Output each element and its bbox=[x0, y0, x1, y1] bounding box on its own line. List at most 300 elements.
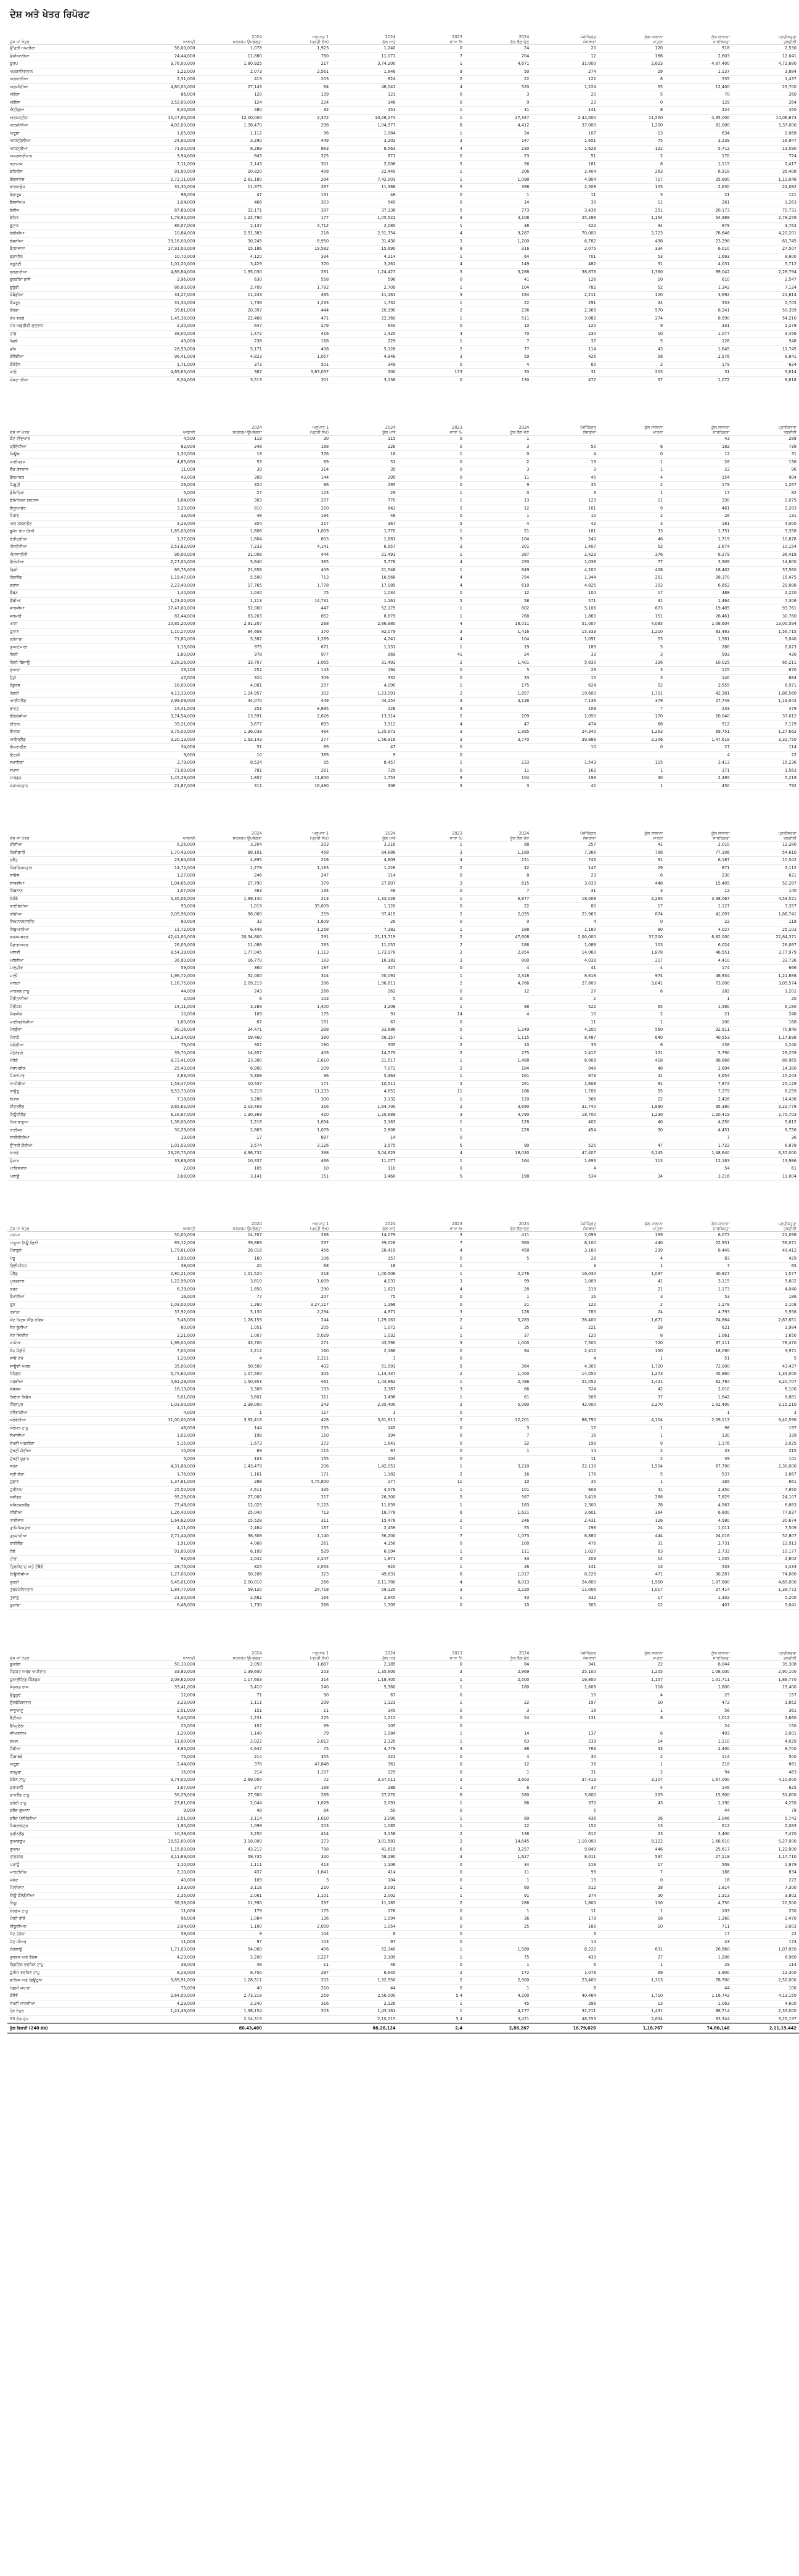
table-cell: 43,700 bbox=[197, 1340, 264, 1348]
table-cell: 1,736 bbox=[197, 299, 264, 307]
table-cell: 612 bbox=[531, 1830, 598, 1838]
table-cell: 2,51,754 bbox=[331, 230, 398, 238]
table-cell: 12 bbox=[465, 1761, 531, 1769]
table-cell: 1,263 bbox=[599, 729, 665, 737]
table-row bbox=[7, 353, 799, 361]
table-cell: 0 bbox=[398, 1134, 465, 1142]
table-cell: 2,90,100 bbox=[732, 1669, 799, 1677]
table-cell: 41 bbox=[465, 276, 531, 284]
table-cell: 4,068 bbox=[197, 1540, 264, 1548]
table-cell: 251 bbox=[197, 705, 264, 713]
table-cell: 7,279 bbox=[665, 1088, 732, 1096]
table-cell: 189 bbox=[531, 1923, 598, 1931]
table-cell: 3 bbox=[398, 292, 465, 300]
table-cell: 948 bbox=[531, 1065, 598, 1073]
table-row bbox=[7, 1371, 799, 1379]
table-cell: 355 bbox=[264, 1753, 331, 1761]
table-cell: 8,23,000 bbox=[131, 1969, 197, 1977]
table-cell: 24,718 bbox=[264, 1587, 331, 1595]
table-cell: 289 bbox=[264, 1792, 331, 1800]
table-cell: 12 bbox=[465, 590, 531, 598]
country-name: ਕਿਰੀਬਾਤੀ bbox=[7, 849, 131, 857]
table-cell: 70,731 bbox=[732, 207, 799, 215]
table-cell: 48 bbox=[197, 1962, 264, 1970]
table-cell: 4,647 bbox=[197, 1746, 264, 1754]
table-cell: 56,29,000 bbox=[131, 1792, 197, 1800]
table-cell: 18 bbox=[531, 1707, 598, 1715]
country-name: ਕਤਰ bbox=[7, 1286, 131, 1294]
table-cell: 4,853 bbox=[331, 1088, 398, 1096]
table-cell: 26,960 bbox=[665, 1946, 732, 1954]
table-cell: 7 bbox=[665, 1263, 732, 1271]
country-name: ਸੋਲੋਮਨ ਟਾਪੂ bbox=[7, 1424, 131, 1432]
table-cell: 367 bbox=[197, 369, 264, 377]
table-cell: 448 bbox=[599, 880, 665, 888]
table-cell: 2,080 bbox=[331, 222, 398, 230]
table-cell: 44,154 bbox=[331, 698, 398, 706]
table-cell: 1,38,154 bbox=[197, 2008, 264, 2016]
table-cell: 311 bbox=[264, 1393, 331, 1402]
table-cell: 155 bbox=[264, 1455, 331, 1463]
table-cell: 175 bbox=[264, 1011, 331, 1019]
table-cell: 2,900 bbox=[465, 1977, 531, 1985]
country-name: ਅੰਗੋਲਾ bbox=[7, 99, 131, 107]
table-cell: 11,000 bbox=[131, 466, 197, 474]
table-cell: 625 bbox=[732, 1784, 799, 1792]
table-cell: 80,000 bbox=[131, 919, 197, 927]
table-cell: 9 bbox=[331, 751, 398, 759]
table-cell: 246 bbox=[197, 872, 264, 880]
table-cell: 0 bbox=[398, 513, 465, 521]
table-cell: 1 bbox=[398, 60, 465, 68]
table-cell: 1,120 bbox=[331, 903, 398, 911]
table-row bbox=[7, 2000, 799, 2008]
table-cell: 1,038 bbox=[531, 559, 598, 567]
table-cell: 25,103 bbox=[732, 926, 799, 934]
table-cell: 14 bbox=[331, 1134, 398, 1142]
table-cell: 42,000 bbox=[531, 1402, 598, 1410]
table-cell: 301 bbox=[264, 376, 331, 384]
table-cell: 235 bbox=[264, 1424, 331, 1432]
table-row bbox=[7, 1769, 799, 1777]
table-cell: 1,641 bbox=[264, 1869, 331, 1877]
table-cell: 1,437 bbox=[732, 76, 799, 84]
table-cell: 5,500 bbox=[197, 574, 264, 582]
table-cell: 418 bbox=[599, 1057, 665, 1065]
table-cell: 103 bbox=[197, 1455, 264, 1463]
table-cell: 22,449 bbox=[331, 168, 398, 176]
table-cell: 106 bbox=[264, 1255, 331, 1263]
table-cell: 2,423 bbox=[531, 551, 598, 559]
table-cell: 203 bbox=[531, 1556, 598, 1564]
country-name: ਮਿਆਂਮਾਰ bbox=[7, 1073, 131, 1081]
table-cell: 5,776 bbox=[331, 559, 398, 567]
table-cell: 2,682 bbox=[197, 1594, 264, 1602]
table-cell: 6,39,000 bbox=[131, 1286, 197, 1294]
table-cell: 138 bbox=[465, 1830, 531, 1838]
table-cell: 1,035 bbox=[665, 1556, 732, 1564]
table-cell: 28,370 bbox=[665, 574, 732, 582]
table-cell: 1,278 bbox=[197, 864, 264, 872]
table-cell: 22 bbox=[732, 1931, 799, 1939]
table-cell: 243 bbox=[197, 988, 264, 996]
country-name: ਨਾਰਵੇ bbox=[7, 1150, 131, 1158]
section-gap bbox=[7, 384, 799, 422]
table-cell: 129 bbox=[665, 99, 732, 107]
table-cell: 2,166 bbox=[331, 1347, 398, 1355]
table-row bbox=[7, 268, 799, 276]
table-cell: 6,010 bbox=[665, 246, 732, 254]
table-row bbox=[7, 1738, 799, 1746]
table-cell: 2 bbox=[465, 458, 531, 466]
country-name: ਸਲੋਵਾਕੀਆ bbox=[7, 1409, 131, 1417]
table-cell: 11 bbox=[398, 1088, 465, 1096]
table-row bbox=[7, 68, 799, 76]
table-cell: 56 bbox=[665, 1707, 732, 1715]
table-cell: 74,864 bbox=[665, 1316, 732, 1324]
table-cell: 1,110 bbox=[665, 1738, 732, 1746]
country-name: ਮੌਰੀਸ਼ਸ bbox=[7, 1003, 131, 1011]
table-cell: 3,288 bbox=[197, 1096, 264, 1104]
table-cell: 3,460 bbox=[331, 1173, 398, 1181]
table-cell: 47 bbox=[197, 191, 264, 199]
table-cell: 54,000 bbox=[197, 1946, 264, 1954]
table-cell: 140 bbox=[665, 674, 732, 682]
table-cell: 1,730 bbox=[197, 1602, 264, 1610]
table-cell: 1 bbox=[398, 497, 465, 505]
table-row bbox=[7, 597, 799, 605]
table-cell: 3,126 bbox=[465, 698, 531, 706]
table-row bbox=[7, 605, 799, 613]
table-cell: 1,173 bbox=[665, 1286, 732, 1294]
table-cell: 10,000 bbox=[131, 1011, 197, 1019]
table-cell: 451 bbox=[331, 107, 398, 115]
table-cell: 498 bbox=[599, 237, 665, 246]
country-name: ਯੂਨਾਈਟਿਡ ਕਿੰਗਡਮ bbox=[7, 1676, 131, 1684]
table-cell: 1,02,000 bbox=[131, 1432, 197, 1440]
table-row bbox=[7, 1854, 799, 1862]
country-name: ਕੋਟ ਦੀਵੁਆਰ bbox=[7, 436, 131, 444]
table-cell: 3,74,200 bbox=[331, 60, 398, 68]
country-name: ਸਰਬੀਆ bbox=[7, 1378, 131, 1386]
column-header: ਦੇਸ਼ ਜਾਂ ਖੇਤਰ bbox=[7, 827, 131, 841]
table-cell: 1 bbox=[398, 1486, 465, 1494]
table-cell: 8 bbox=[599, 160, 665, 168]
table-cell: 422 bbox=[531, 222, 598, 230]
table-row bbox=[7, 107, 799, 115]
table-cell: 6,971 bbox=[732, 682, 799, 690]
table-cell: 24,800 bbox=[531, 1579, 598, 1587]
table-cell: 7,124 bbox=[732, 284, 799, 292]
table-cell: 3,74,00,000 bbox=[131, 1777, 197, 1785]
table-cell: 297 bbox=[264, 1900, 331, 1908]
table-cell: 6 bbox=[465, 1784, 531, 1792]
table-row bbox=[7, 1278, 799, 1286]
table-cell: 69,751 bbox=[665, 729, 732, 737]
table-cell bbox=[599, 1409, 665, 1417]
table-cell: 88,26,124 bbox=[331, 2023, 398, 2033]
table-cell: 39 bbox=[197, 466, 264, 474]
table-cell: 103 bbox=[599, 941, 665, 949]
table-cell: 610 bbox=[665, 276, 732, 284]
table-cell: 74,80,146 bbox=[665, 2023, 732, 2033]
table-cell: 1,634 bbox=[264, 1119, 331, 1127]
table-cell: 69 bbox=[264, 744, 331, 752]
table-cell: 18,090 bbox=[665, 1347, 732, 1355]
table-cell: 4,114 bbox=[331, 253, 398, 261]
table-cell: 33,41,000 bbox=[131, 1684, 197, 1692]
table-cell: 214 bbox=[197, 1753, 264, 1761]
table-cell: 261 bbox=[665, 199, 732, 207]
table-cell: 84 bbox=[264, 83, 331, 91]
table-cell: 222 bbox=[732, 1876, 799, 1885]
table-cell: 4,86,84,000 bbox=[131, 268, 197, 276]
table-cell: 154 bbox=[665, 474, 732, 482]
table-cell: 36,200 bbox=[331, 1532, 398, 1540]
table-cell: 35 bbox=[465, 1324, 531, 1332]
table-cell: 1,895 bbox=[465, 729, 531, 737]
table-cell: 4 bbox=[599, 1784, 665, 1792]
table-cell: 783 bbox=[531, 1309, 598, 1317]
table-cell: 299 bbox=[599, 1247, 665, 1255]
table-cell: 14,657 bbox=[197, 1049, 264, 1057]
table-cell: 1,03,00,000 bbox=[131, 1301, 197, 1309]
table-cell: 458 bbox=[465, 1247, 531, 1255]
table-cell: 3 bbox=[331, 1355, 398, 1363]
table-cell: 2,733 bbox=[665, 1548, 732, 1556]
table-cell: 334 bbox=[599, 246, 665, 254]
table-cell: 1 bbox=[398, 1034, 465, 1042]
table-cell: 157 bbox=[732, 1691, 799, 1699]
country-name: ਸਾਈਪ੍ਰਸ bbox=[7, 458, 131, 466]
table-cell: 8,457 bbox=[331, 759, 398, 767]
table-cell: 437 bbox=[197, 1869, 264, 1877]
table-cell: 96,00,000 bbox=[131, 551, 197, 559]
table-row bbox=[7, 744, 799, 752]
table-cell: 1 bbox=[599, 1263, 665, 1271]
table-cell: 6,259 bbox=[732, 1088, 799, 1096]
country-name: ਬਾਰਬਾਡੋਸ bbox=[7, 184, 131, 192]
table-row bbox=[7, 199, 799, 207]
table-cell: 59,071 bbox=[732, 1239, 799, 1247]
table-cell: 0 bbox=[398, 1409, 465, 1417]
table-cell: 21,548 bbox=[331, 566, 398, 574]
table-cell: 9 bbox=[398, 68, 465, 76]
table-row bbox=[7, 759, 799, 767]
table-cell: 41 bbox=[599, 1278, 665, 1286]
table-cell: 3,654 bbox=[665, 1073, 732, 1081]
table-cell: 1 bbox=[398, 605, 465, 613]
table-cell: 228 bbox=[331, 443, 398, 451]
table-cell: 1,37,000 bbox=[131, 535, 197, 543]
table-cell: 10,39,000 bbox=[131, 1830, 197, 1838]
table-cell: 13,591 bbox=[197, 713, 264, 721]
table-cell: 3,75,00,000 bbox=[131, 729, 197, 737]
table-cell: 28 bbox=[531, 1255, 598, 1263]
table-cell: 205 bbox=[264, 1324, 331, 1332]
table-cell: 50,399 bbox=[732, 307, 799, 315]
table-cell: 5,840 bbox=[197, 559, 264, 567]
table-cell: 218 bbox=[665, 1761, 732, 1769]
table-cell: 218 bbox=[264, 857, 331, 865]
table-cell: 21,008 bbox=[197, 551, 264, 559]
table-cell: 4,500 bbox=[131, 436, 197, 444]
table-cell: 290 bbox=[264, 1286, 331, 1294]
table-cell: 800 bbox=[465, 957, 531, 965]
table-cell: 671 bbox=[264, 643, 331, 651]
table-row bbox=[7, 489, 799, 497]
table-cell: 754 bbox=[465, 574, 531, 582]
table-cell bbox=[531, 436, 598, 444]
table-row bbox=[7, 880, 799, 888]
table-cell: 311 bbox=[197, 782, 264, 790]
country-name: ਸੈਨ ਮੈਰੀਨੋ bbox=[7, 1347, 131, 1355]
table-cell: 1 bbox=[398, 176, 465, 184]
table-cell: 1,70,43,000 bbox=[131, 849, 197, 857]
table-cell: 0 bbox=[465, 451, 531, 459]
table-cell: 1,131 bbox=[331, 643, 398, 651]
table-cell: 31 bbox=[599, 597, 665, 605]
table-cell: 2,96,000 bbox=[131, 276, 197, 284]
table-cell: 1,157 bbox=[599, 1676, 665, 1684]
table-row bbox=[7, 1548, 799, 1556]
table-cell: 18 bbox=[331, 1263, 398, 1271]
table-cell: 9,840 bbox=[531, 1846, 598, 1854]
table-cell: 15,400 bbox=[732, 1684, 799, 1692]
table-cell: 293 bbox=[465, 559, 531, 567]
table-cell: 6 bbox=[599, 872, 665, 880]
table-cell: 1 bbox=[197, 1409, 264, 1417]
table-cell: 11 bbox=[465, 1869, 531, 1877]
table-cell: 305 bbox=[531, 1602, 598, 1610]
table-cell: 90,16,000 bbox=[131, 1026, 197, 1034]
country-name: ਸਪੇਨ bbox=[7, 1463, 131, 1471]
table-cell: 509 bbox=[665, 1861, 732, 1869]
table-cell: 3,600 bbox=[531, 1792, 598, 1800]
table-cell: 180 bbox=[465, 1684, 531, 1692]
table-cell: 203 bbox=[264, 2008, 331, 2016]
table-cell: 65 bbox=[599, 1003, 665, 1011]
table-cell: 197 bbox=[531, 1699, 598, 1707]
table-cell: 0 bbox=[398, 466, 465, 474]
table-cell: 53 bbox=[197, 458, 264, 466]
country-name: ਨੋਰਫ਼ੋਕ ਟਾਪੂ bbox=[7, 1907, 131, 1915]
table-cell: 2,81,180 bbox=[197, 176, 264, 184]
table-cell: 409 bbox=[264, 566, 331, 574]
table-cell: 2,000 bbox=[131, 1165, 197, 1173]
table-cell: 739 bbox=[732, 443, 799, 451]
table-cell: 1 bbox=[398, 1501, 465, 1509]
table-cell: 168 bbox=[264, 338, 331, 346]
table-cell: 3 bbox=[531, 466, 598, 474]
table-cell: 5,956 bbox=[732, 1309, 799, 1317]
table-cell: 4,177 bbox=[465, 2008, 531, 2016]
table-cell: 29 bbox=[665, 1962, 732, 1970]
table-cell: 1,07,000 bbox=[131, 888, 197, 896]
table-cell: 1 bbox=[398, 682, 465, 690]
table-cell: 6,82,000 bbox=[665, 934, 732, 942]
table-cell: 11 bbox=[264, 1707, 331, 1715]
country-name: ਸੰਯੁਕਤ ਰਾਜ bbox=[7, 1684, 131, 1692]
table-cell: 7,300 bbox=[732, 1885, 799, 1893]
table-cell: 1 bbox=[398, 1799, 465, 1807]
table-row bbox=[7, 857, 799, 865]
table-cell: 2 bbox=[398, 1969, 465, 1977]
table-cell: 0 bbox=[398, 1915, 465, 1923]
table-cell: 263 bbox=[599, 168, 665, 176]
table-cell: 6,782 bbox=[531, 237, 598, 246]
table-cell: 1,05,522 bbox=[331, 215, 398, 223]
country-name: ਫ਼ਾਕਲੈਂਡ ਟਾਪੂ bbox=[7, 1792, 131, 1800]
table-cell: 145 bbox=[331, 1424, 398, 1432]
table-row bbox=[7, 919, 799, 927]
table-cell: 2,075 bbox=[531, 246, 598, 254]
table-cell: 151 bbox=[599, 613, 665, 621]
table-cell: 7,366 bbox=[531, 849, 598, 857]
country-name: ਸੇਂਟ ਪੀਅਰ bbox=[7, 1938, 131, 1946]
country-name: ਗਿਨੀ-ਬਿਸਾਊ bbox=[7, 659, 131, 667]
table-cell bbox=[599, 996, 665, 1004]
table-cell: 14,800 bbox=[732, 559, 799, 567]
table-cell: 2 bbox=[599, 1011, 665, 1019]
table-cell: 4,031 bbox=[665, 261, 732, 269]
table-cell: 4 bbox=[665, 751, 732, 759]
table-cell: 183 bbox=[264, 957, 331, 965]
table-cell: 69 bbox=[197, 1448, 264, 1456]
table-cell: 16,480 bbox=[264, 782, 331, 790]
table-cell: 1,212 bbox=[331, 1715, 398, 1723]
table-cell: 1 bbox=[398, 1003, 465, 1011]
table-cell: 0 bbox=[398, 191, 465, 199]
table-cell: 120 bbox=[197, 91, 264, 99]
table-row bbox=[7, 369, 799, 377]
table-cell: 64 bbox=[465, 253, 531, 261]
table-cell: 1,078 bbox=[197, 45, 264, 53]
table-cell: 37,500 bbox=[599, 934, 665, 942]
table-cell: 0 bbox=[398, 1707, 465, 1715]
country-name: ਦੱਖਣੀ ਸੂਡਾਨ bbox=[7, 1455, 131, 1463]
table-cell: 22 bbox=[465, 299, 531, 307]
table-cell: 4,029 bbox=[732, 1738, 799, 1746]
table-cell: 1,154 bbox=[599, 215, 665, 223]
table-cell: 260 bbox=[732, 91, 799, 99]
table-cell: 3,091 bbox=[331, 1885, 398, 1893]
table-cell: 6,044 bbox=[665, 1661, 732, 1669]
table-cell: 72,000 bbox=[665, 1363, 732, 1371]
country-name: ਸੇਂਟ ਵਿਨਸੈਂਟ bbox=[7, 1332, 131, 1340]
country-name: ਨਾਈਜਰ bbox=[7, 1126, 131, 1134]
table-cell: 59,460 bbox=[197, 1034, 264, 1042]
table-cell: 402 bbox=[264, 1363, 331, 1371]
table-cell: 248 bbox=[197, 443, 264, 451]
table-row bbox=[7, 1049, 799, 1057]
column-header: 2024 ਕੁੱਲ ਖਾਤੇ bbox=[331, 1218, 398, 1232]
table-cell: 194 bbox=[465, 292, 531, 300]
table-cell: 1,084 bbox=[197, 1915, 264, 1923]
table-cell: 5,382 bbox=[197, 636, 264, 644]
table-cell: 466 bbox=[197, 199, 264, 207]
table-cell: 571 bbox=[531, 597, 598, 605]
table-cell bbox=[131, 2023, 197, 2033]
table-cell: 3 bbox=[398, 1386, 465, 1394]
table-cell: 145 bbox=[331, 1707, 398, 1715]
table-cell: 8,950 bbox=[264, 237, 331, 246]
table-cell: 2,10,000 bbox=[131, 1869, 197, 1877]
table-cell: 11,880 bbox=[197, 52, 264, 60]
table-cell: 35 bbox=[331, 466, 398, 474]
table-cell: 1,027 bbox=[531, 1548, 598, 1556]
table-cell: 141 bbox=[531, 1563, 598, 1571]
